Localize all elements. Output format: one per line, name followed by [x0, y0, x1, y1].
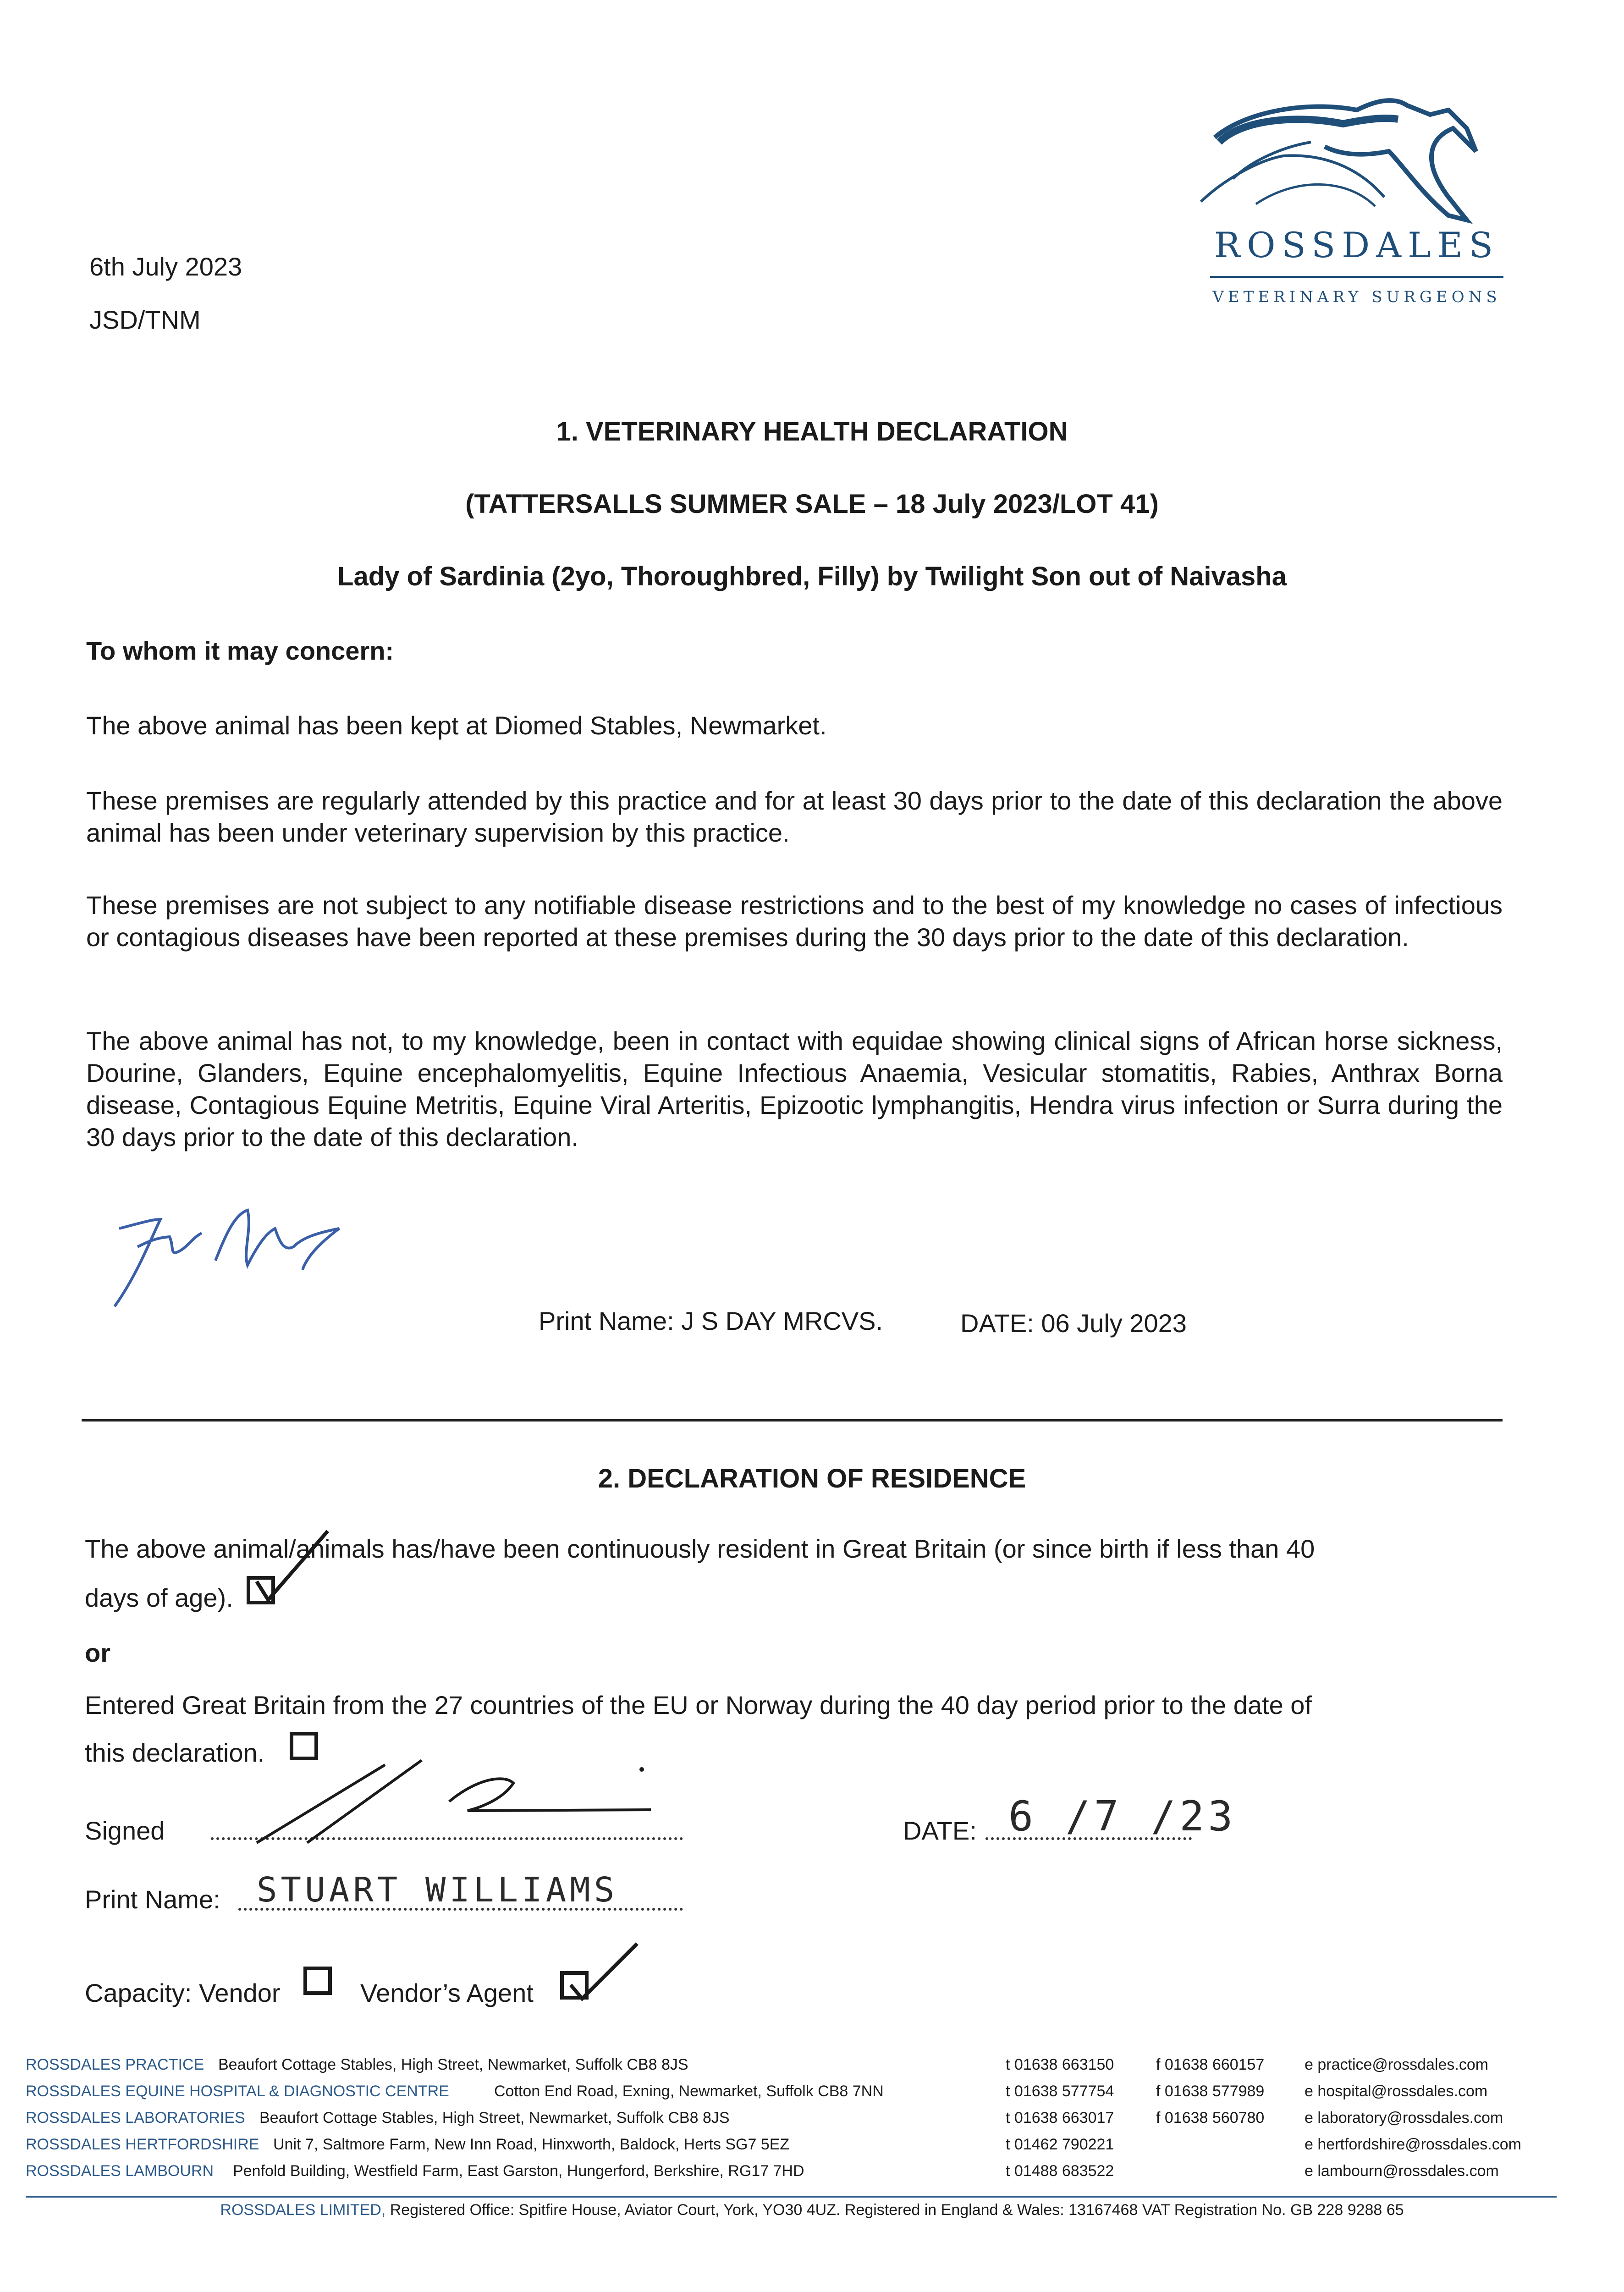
footer-location-email[interactable]: e practice@rossdales.com — [1305, 2056, 1489, 2073]
checkmark-icon — [248, 1526, 339, 1609]
residence-option2-line1: Entered Great Britain from the 27 countries of the EU or Norway during the 40 day period prior to the date of — [85, 1691, 1312, 1719]
logo-rule — [1210, 276, 1503, 278]
letter-reference: JSD/TNM — [89, 305, 201, 334]
footer-location-name: ROSSDALES EQUINE HOSPITAL & DIAGNOSTIC CENTRE — [26, 2083, 449, 2100]
footer-location-tel: t 01488 683522 — [1006, 2162, 1114, 2180]
footer-location-name: ROSSDALES LAMBOURN — [26, 2162, 214, 2180]
paragraph-premises: The above animal has been kept at Diomed Stables, Newmarket. — [86, 711, 827, 740]
footer-location-address: Beaufort Cottage Stables, High Street, Newmarket, Suffolk CB8 8JS — [259, 2109, 730, 2127]
rossdales-logo — [1192, 92, 1513, 321]
footer-location-address: Cotton End Road, Exning, Newmarket, Suffolk CB8 7NN — [494, 2083, 884, 2100]
vet-print-name: Print Name: J S DAY MRCVS. — [539, 1306, 883, 1335]
paragraph-supervision: These premises are regularly attended by this practice and for at least 30 days prior to the date of this declaration the above animal has been under veterinary supervision by this practice. — [86, 786, 1503, 847]
footer-row-hospital — [26, 2083, 1557, 2109]
residence-option1-line2: days of age). — [85, 1583, 233, 1612]
footer-location-tel: t 01638 663150 — [1006, 2056, 1114, 2073]
footer-location-fax: f 01638 577989 — [1156, 2083, 1265, 2100]
footer-location-fax: f 01638 660157 — [1156, 2056, 1265, 2073]
registered-office-text: Registered Office: Spitfire House, Aviator Court, York, YO30 4UZ. Registered in England & Wales: 13167468 VAT Registration No. GB 228 9288 65 — [390, 2201, 1404, 2219]
section-divider — [82, 1419, 1503, 1421]
horse-logo-icon — [1192, 92, 1513, 229]
salutation: To whom it may concern: — [86, 636, 394, 665]
footer-location-email[interactable]: e hertfordshire@rossdales.com — [1305, 2136, 1521, 2153]
paragraph-contact: The above animal has not, to my knowledge, been in contact with equidae showing clinical signs of African horse sickness, Dourine, Glanders, Equine encephalomyelitis, Equine Infectious Anaemia, Vesicular stomatitis, Rabies, Anthrax Borna disease, Contagious Equine Metritis, Equine Viral Arteritis, Epizootic lymphangitis, Hendra virus infection or Surra during the 30 days prior to the date of this declaration. — [86, 1026, 1503, 1152]
footer-location-email[interactable]: e lambourn@rossdales.com — [1305, 2162, 1499, 2180]
vendor-signature — [248, 1756, 660, 1847]
footer-location-address: Beaufort Cottage Stables, High Street, Newmarket, Suffolk CB8 8JS — [218, 2056, 688, 2073]
footer-location-address: Unit 7, Saltmore Farm, New Inn Road, Hinxworth, Baldock, Herts SG7 5EZ — [273, 2136, 790, 2153]
paragraph-restrictions: These premises are not subject to any notifiable disease restrictions and to the best of my knowledge no cases of infectious or contagious diseases have been reported at these premises during the 30 days prior to the date of this declaration. — [86, 891, 1503, 952]
residence-option2-line2: this declaration. — [85, 1738, 265, 1767]
signed-label: Signed — [85, 1816, 165, 1845]
footer-location-tel: t 01638 577754 — [1006, 2083, 1114, 2100]
footer-row-hertfordshire — [26, 2136, 1557, 2162]
date-label: DATE: — [903, 1816, 977, 1845]
footer-location-tel: t 01638 663017 — [1006, 2109, 1114, 2127]
vendor-agent-label: Vendor’s Agent — [360, 1978, 534, 2007]
footer-row-laboratories — [26, 2109, 1557, 2136]
footer-location-email[interactable]: e hospital@rossdales.com — [1305, 2083, 1488, 2100]
vet-date: DATE: 06 July 2023 — [960, 1309, 1187, 1338]
residence-option1-line1: The above animal/animals has/have been continuously resident in Great Britain (or since birth if less than 40 — [85, 1534, 1315, 1563]
footer-location-fax: f 01638 560780 — [1156, 2109, 1265, 2127]
footer-row-practice — [26, 2056, 1557, 2083]
print-name-value: STUART WILLIAMS — [257, 1870, 618, 1910]
logo-tagline: VETERINARY SURGEONS — [1212, 288, 1501, 306]
section2-title: 2. DECLARATION OF RESIDENCE — [598, 1464, 1026, 1493]
section1-title: 1. VETERINARY HEALTH DECLARATION — [556, 417, 1068, 446]
vet-signature — [110, 1201, 367, 1311]
capacity-vendor-checkbox[interactable] — [303, 1967, 332, 1995]
footer-location-address: Penfold Building, Westfield Farm, East Garston, Hungerford, Berkshire, RG17 7HD — [233, 2162, 804, 2180]
animal-description: Lady of Sardinia (2yo, Thoroughbred, Filly) by Twilight Son out of Naivasha — [337, 562, 1287, 591]
letter-date: 6th July 2023 — [89, 252, 242, 281]
footer-location-name: ROSSDALES PRACTICE — [26, 2056, 204, 2073]
footer-location-name: ROSSDALES HERTFORDSHIRE — [26, 2136, 259, 2153]
capacity-label: Capacity: Vendor — [85, 1978, 281, 2007]
agent-checkmark-icon — [564, 1939, 646, 2008]
section1-subtitle: (TATTERSALLS SUMMER SALE – 18 July 2023/LOT 41) — [465, 489, 1159, 519]
footer-location-tel: t 01462 790221 — [1006, 2136, 1114, 2153]
registered-office — [0, 2201, 1624, 2219]
registered-company-name: ROSSDALES LIMITED, — [220, 2201, 386, 2219]
footer-location-name: ROSSDALES LABORATORIES — [26, 2109, 245, 2127]
logo-name: ROSSDALES — [1214, 225, 1500, 265]
or-separator: or — [85, 1638, 110, 1667]
footer-rule — [26, 2196, 1557, 2198]
date-value: 6 /7 /23 — [1008, 1792, 1237, 1840]
footer-location-email[interactable]: e laboratory@rossdales.com — [1305, 2109, 1503, 2127]
print-name-label: Print Name: — [85, 1885, 220, 1914]
footer-row-lambourn — [26, 2162, 1557, 2189]
